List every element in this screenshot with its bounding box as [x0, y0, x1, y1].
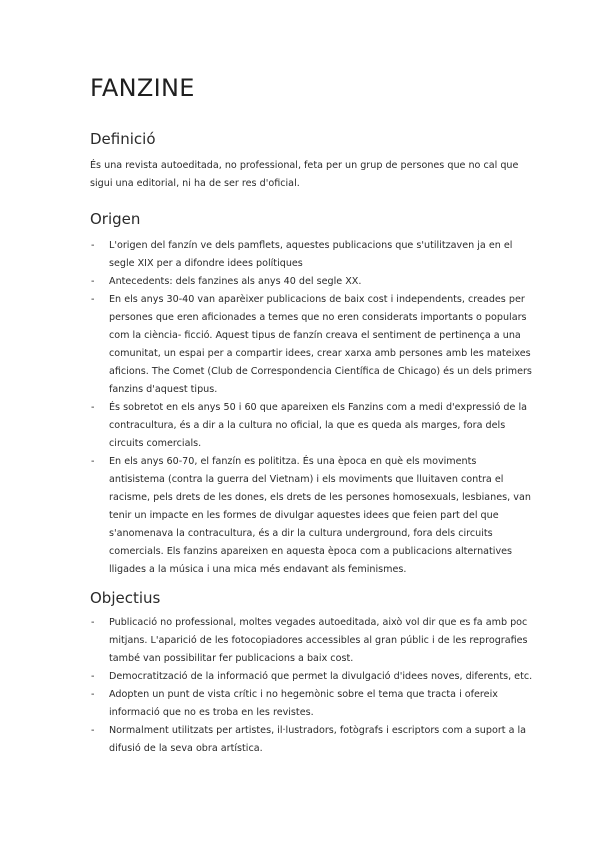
heading-origen: Origen — [90, 210, 141, 228]
list-item: - Adopten un punt de vista crític i no hegemònic sobre el tema que tracta i ofereix informació que no es troba en les revistes. — [90, 686, 535, 722]
list-objectius — [90, 614, 535, 758]
list-item: - L'origen del fanzín ve dels pamflets, aquestes publicacions que s'utilitzaven ja en el segle XIX per a difondre idees polítiques — [90, 237, 535, 273]
list-item: - En els anys 60-70, el fanzín es polititza. És una època en què els moviments antisistema (contra la guerra del Vietnam) i els moviments que lluitaven contra el racisme, pels drets de les dones, els drets de les persones homosexuals, lesbianes, van tenir un impacte en les formes de divulgar aquestes idees que feien part del que s'anomenava la contracultura, és a dir la cultura underground, fora dels circuits comercials. Els fanzins apareixen en aquesta època com a publicacions alternatives lligades a la música i una mica més endavant als feminismes. — [90, 453, 535, 579]
heading-objectius: Objectius — [90, 589, 161, 607]
list-item: - Democratització de la informació que permet la divulgació d'idees noves, diferents, etc. — [90, 668, 535, 686]
list-item: - Normalment utilitzats per artistes, il·lustradors, fotògrafs i escriptors com a suport a la difusió de la seva obra artística. — [90, 722, 535, 758]
document-title: FANZINE — [90, 74, 195, 102]
list-item: - Publicació no professional, moltes vegades autoeditada, això vol dir que es fa amb poc mitjans. L'aparició de les fotocopiadores accessibles al gran públic i de les reprografies també van possibilitar fer publicacions a baix cost. — [90, 614, 535, 668]
list-item: - Antecedents: dels fanzines als anys 40 del segle XX. — [90, 273, 535, 291]
list-origen — [90, 237, 535, 579]
paragraph-definicio: És una revista autoeditada, no professional, feta per un grup de persones que no cal que sigui una editorial, ni ha de ser res d'oficial. — [90, 160, 519, 189]
heading-definicio: Definició — [90, 130, 156, 148]
list-item: - En els anys 30-40 van aparèixer publicacions de baix cost i independents, creades per persones que eren aficionades a temes que no eren considerats importants o populars com la ciència- ficció. Aquest tipus de fanzín creava el sentiment de pertinença a una comunitat, un espai per a compartir idees, crear xarxa amb persones amb les mateixes aficions. The Comet (Club de Correspondencia Científica de Chicago) és un dels primers fanzins d'aquest tipus. — [90, 291, 535, 399]
list-item: - És sobretot en els anys 50 i 60 que apareixen els Fanzins com a medi d'expressió de la contracultura, és a dir a la cultura no oficial, la que es queda als marges, fora dels circuits comercials. — [90, 399, 535, 453]
